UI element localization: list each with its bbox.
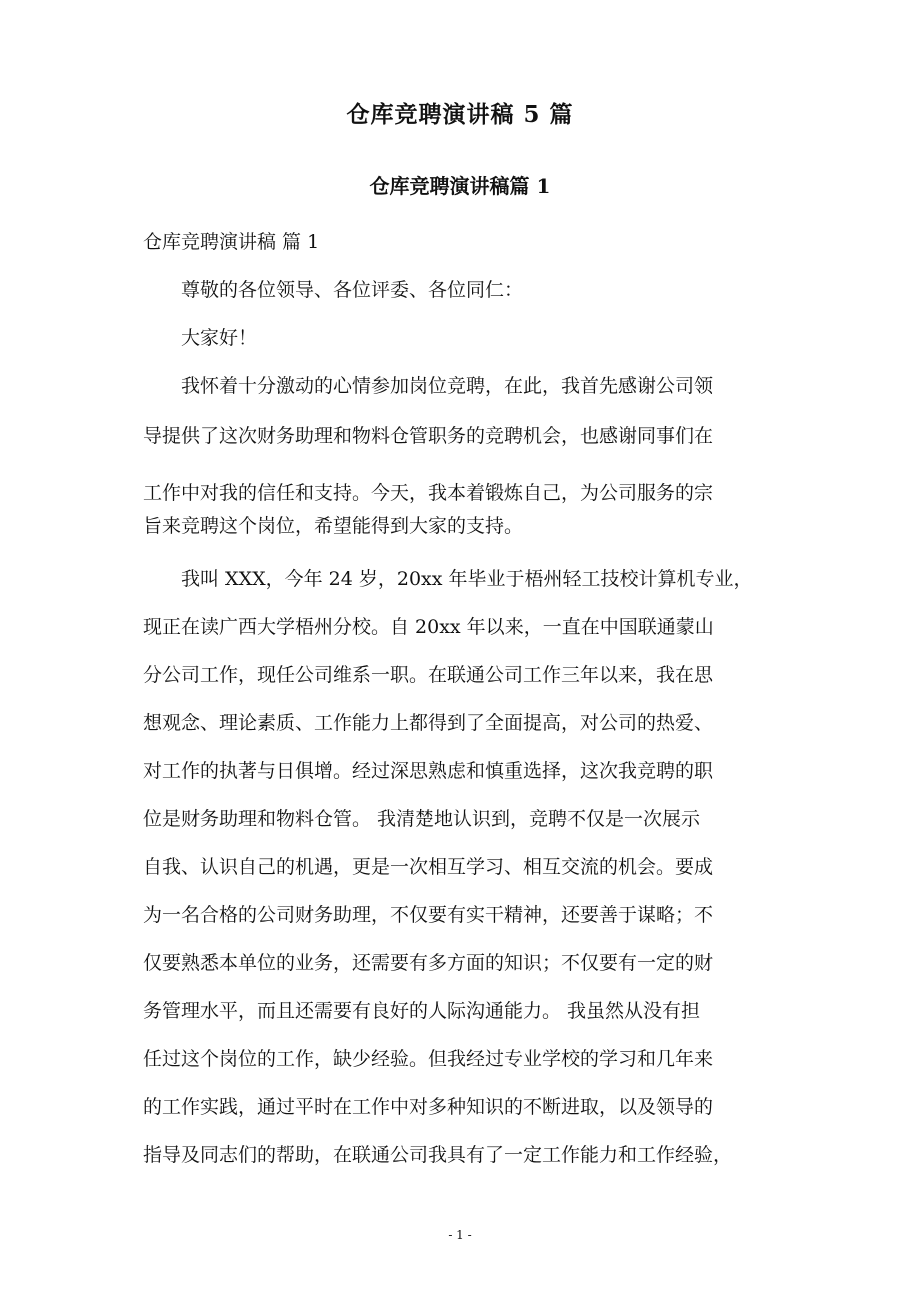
text-line: 任过这个岗位的工作，缺少经验。但我经过专业学校的学习和几年来 [143,1048,714,1070]
text-line: 务管理水平，而且还需要有良好的人际沟通能力。 我虽然从没有担 [143,1000,701,1022]
text-line: 为一名合格的公司财务助理，不仅要有实干精神，还要善于谋略；不 [143,904,714,926]
text-line: 自我、认识自己的机遇，更是一次相互学习、相互交流的机会。要成 [143,856,714,878]
text-line: 位是财务助理和物料仓管。 我清楚地认识到，竞聘不仅是一次展示 [143,808,701,830]
text-line: 指导及同志们的帮助，在联通公司我具有了一定工作能力和工作经验， [143,1144,733,1166]
text-line: 我叫 XXX，今年 24 岁，20xx 年毕业于梧州轻工技校计算机专业， [181,568,753,590]
text-line: 旨来竞聘这个岗位，希望能得到大家的支持。 [143,515,524,537]
text-line: 导提供了这次财务助理和物料仓管职务的竞聘机会，也感谢同事们在 [143,425,714,447]
text-line: 现正在读广西大学梧州分校。自 20xx 年以来，一直在中国联通蒙山 [143,616,714,638]
text-line: 的工作实践，通过平时在工作中对多种知识的不断进取，以及领导的 [143,1096,714,1118]
text-line: 大家好！ [181,327,258,349]
text-line: 想观念、理论素质、工作能力上都得到了全面提高，对公司的热爱、 [143,712,714,734]
text-line: 仓库竞聘演讲稿 篇 1 [143,231,320,253]
text-line: 仅要熟悉本单位的业务，还需要有多方面的知识；不仅要有一定的财 [143,952,714,974]
text-line: 对工作的执著与日俱增。经过深思熟虑和慎重选择，这次我竞聘的职 [143,760,714,782]
text-line: 我怀着十分激动的心情参加岗位竞聘，在此，我首先感谢公司领 [181,375,714,397]
text-line: 工作中对我的信任和支持。今天，我本着锻炼自己，为公司服务的宗 [143,482,714,504]
text-line: 分公司工作，现任公司维系一职。在联通公司工作三年以来，我在思 [143,664,714,686]
page-number: - 1 - [448,1228,472,1242]
section-title: 仓库竞聘演讲稿篇 1 [369,174,551,198]
text-line: 尊敬的各位领导、各位评委、各位同仁： [181,279,524,301]
document-title: 仓库竞聘演讲稿 5 篇 [346,101,574,128]
